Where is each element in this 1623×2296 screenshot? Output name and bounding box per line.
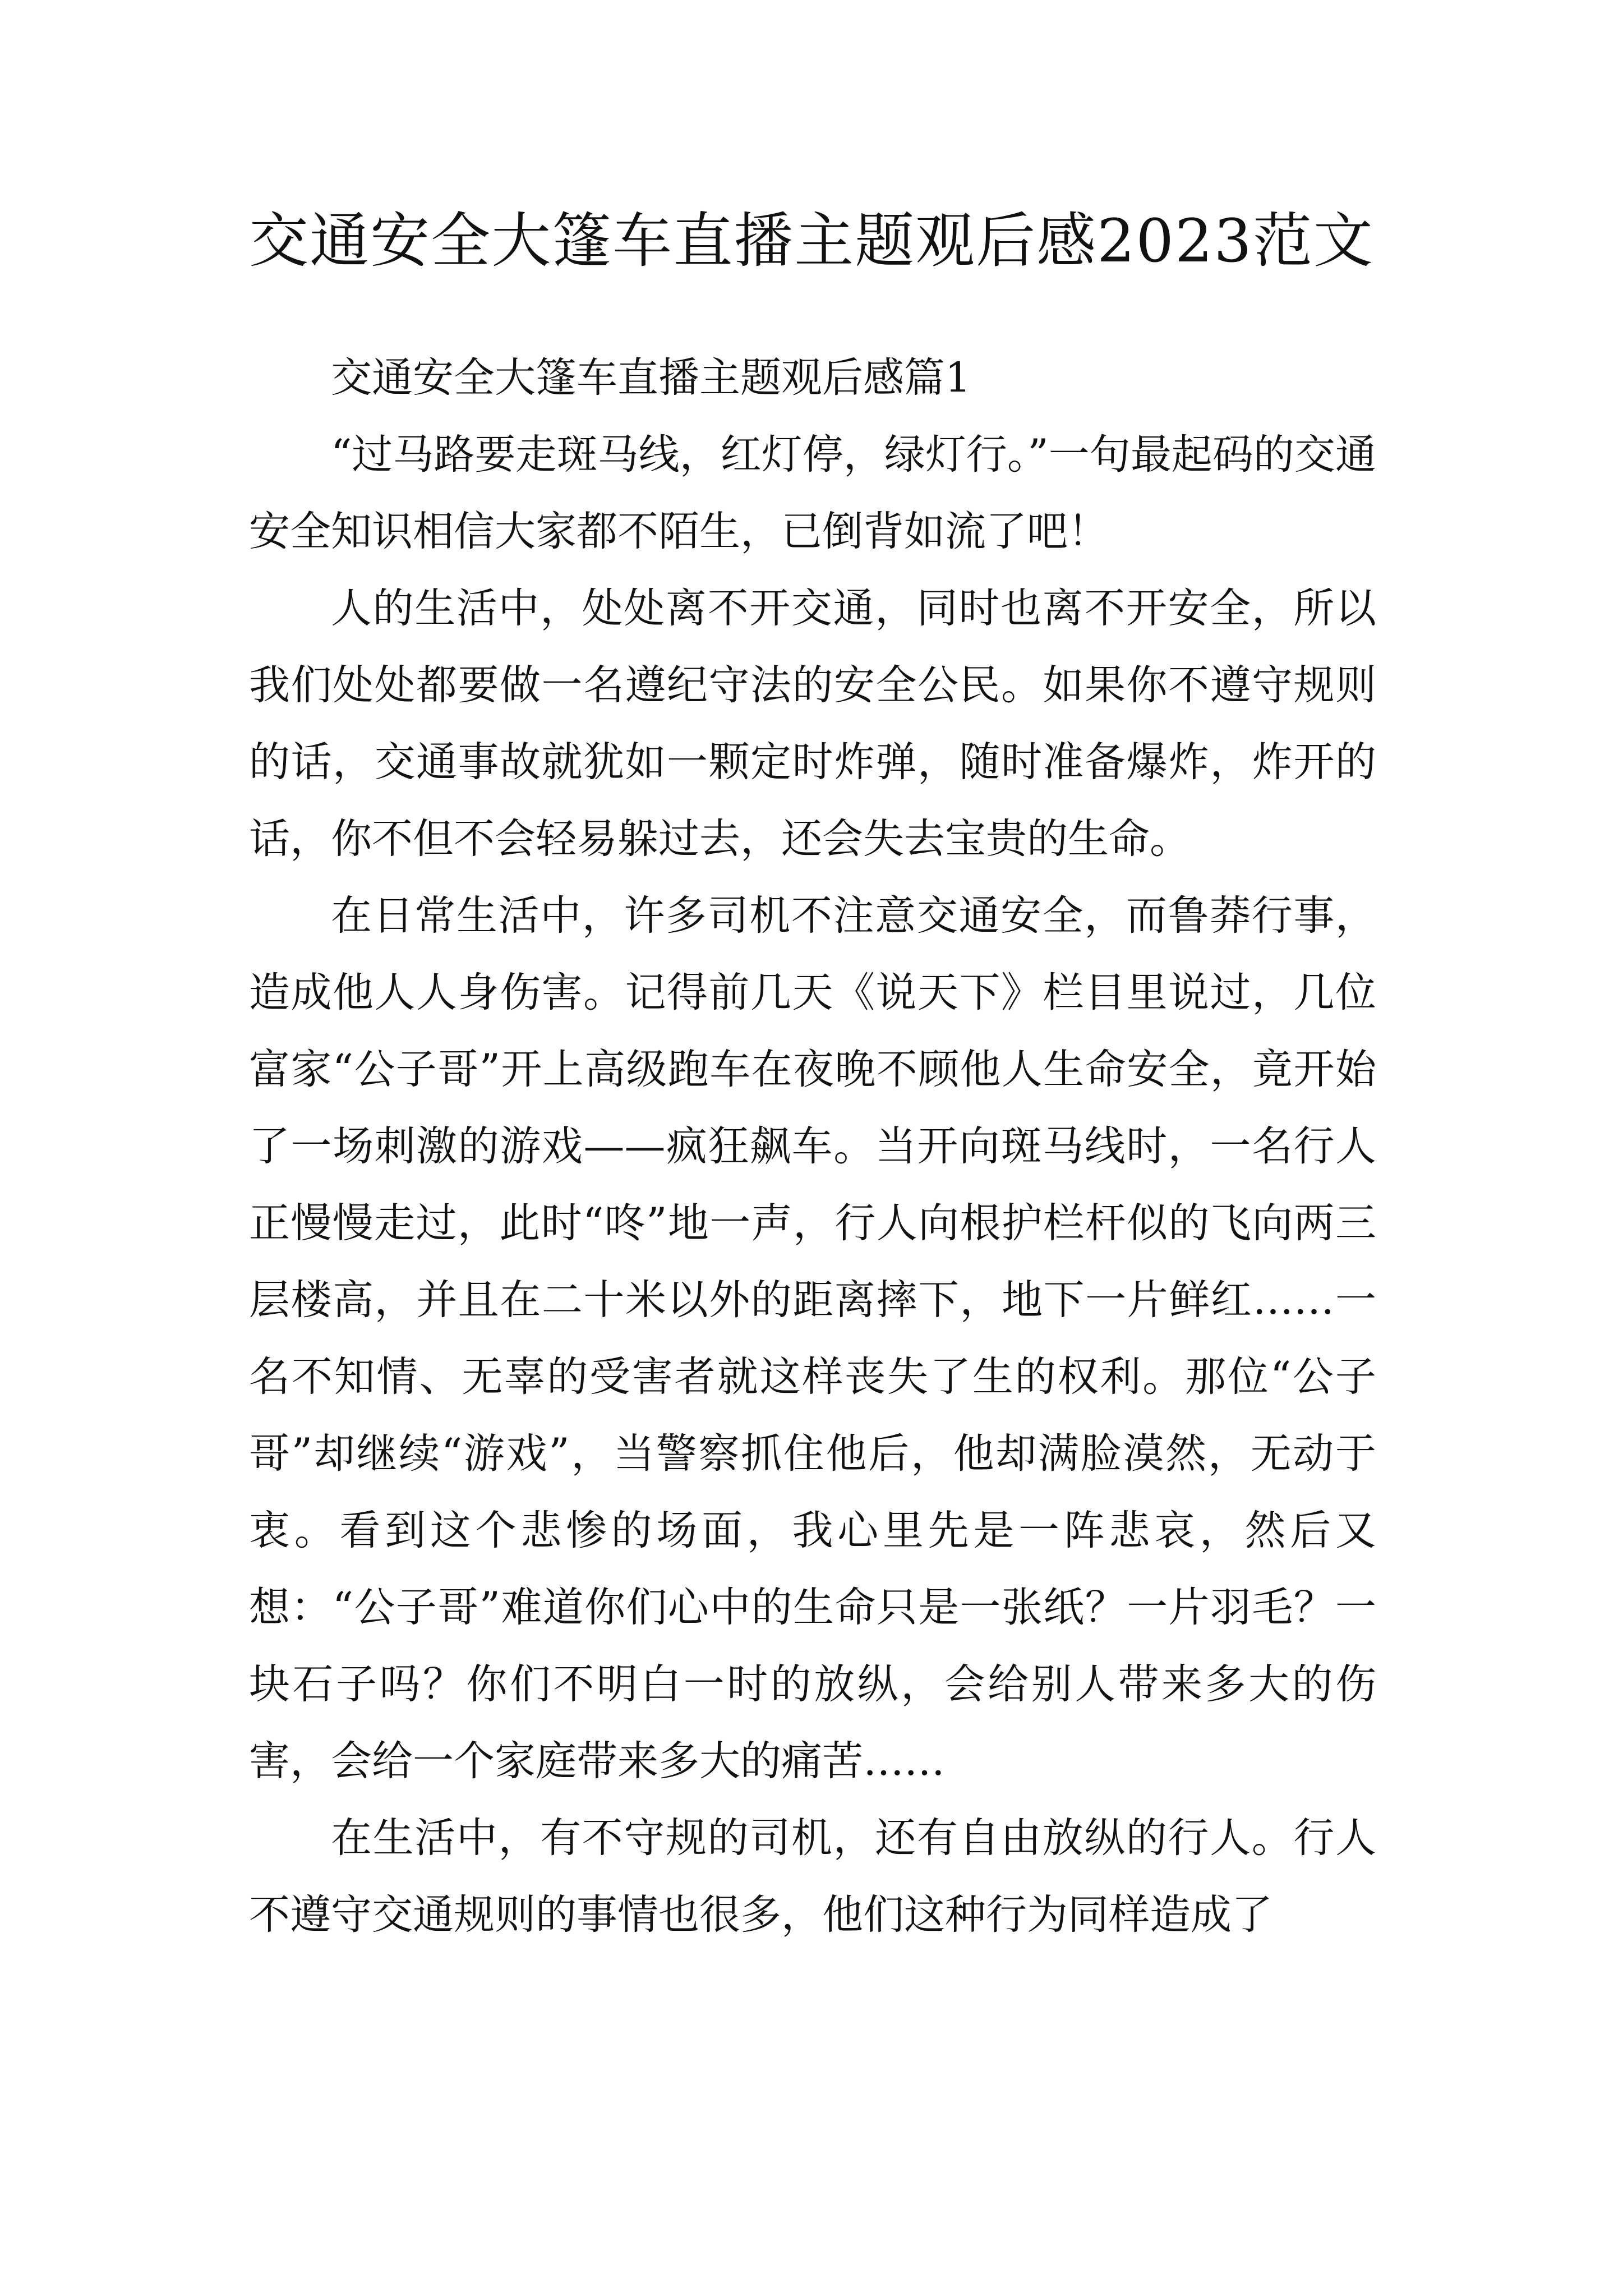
section-heading: 交通安全大篷车直播主题观后感篇1 <box>331 354 971 402</box>
paragraph: 人的生活中，处处离不开交通，同时也离不开安全，所以我们处处都要做一名遵纪守法的安全公民。如果你不遵守规则的话，交通事故就犹如一颗定时炸弹，随时准备爆炸，炸开的话，你不但不会轻易躲过去，还会失去宝贵的生命。 <box>249 585 1376 863</box>
paragraph: “过马路要走斑马线，红灯停，绿灯行。”一句最起码的交通安全知识相信大家都不陌生，已倒背如流了吧！ <box>249 431 1376 555</box>
paragraph: 在生活中，有不守规的司机，还有自由放纵的行人。行人不遵守交通规则的事情也很多，他们这种行为同样造成了 <box>249 1814 1376 1939</box>
document-body <box>249 339 1376 1953</box>
document-title: 交通安全大篷车直播主题观后感2023范文 <box>249 206 1374 275</box>
paragraph: 在日常生活中，许多司机不注意交通安全，而鲁莽行事，造成他人人身伤害。记得前几天《说天下》栏目里说过，几位富家“公子哥”开上高级跑车在夜晚不顾他人生命安全，竟开始了一场刺激的游戏——疯狂飙车。当开向斑马线时，一名行人正慢慢走过，此时“咚”地一声，行人向根护栏杆似的飞向两三层楼高，并且在二十米以外的距离摔下，地下一片鲜红……一名不知情、无辜的受害者就这样丧失了生的权利。那位“公子哥”却继续“游戏”，当警察抓住他后，他却满脸漠然，无动于衷。看到这个悲惨的场面，我心里先是一阵悲哀，然后又想：“公子哥”难道你们心中的生命只是一张纸？一片羽毛？一块石子吗？你们不明白一时的放纵，会给别人带来多大的伤害，会给一个家庭带来多大的痛苦…… <box>249 892 1376 1785</box>
